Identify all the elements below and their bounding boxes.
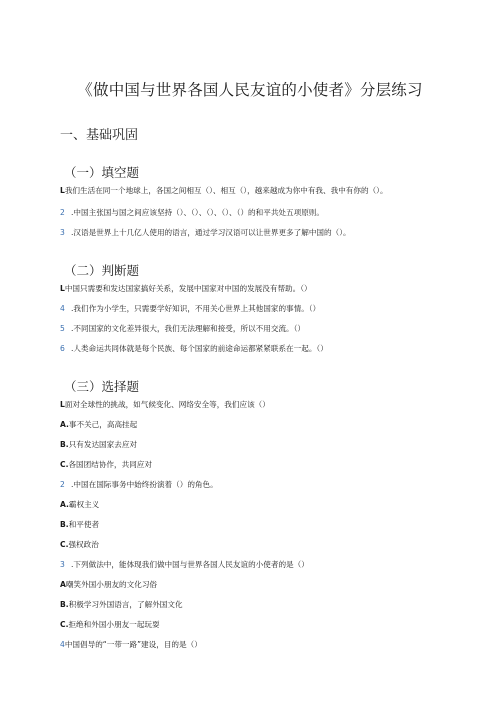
option-text: 强权政治 [68, 540, 99, 549]
question-text: .人类命运共同体就是每个民族、每个国家的前途命运都紧紧联系在一起。（） [71, 344, 328, 353]
question-number: 4 [60, 640, 65, 649]
question-text: .下列做法中，能体现我们做中国与世界各国人民友谊的小使者的是（） [71, 560, 309, 569]
option-line [60, 440, 137, 450]
question-text: 中国只需要和发达国家搞好关系，发展中国家对中国的发展没有帮助。（） [64, 284, 312, 293]
option-line [60, 540, 99, 550]
question-number: L [60, 186, 65, 195]
option-text: 积极学习外国语言，了解外国文化 [68, 600, 183, 609]
option-letter: C. [60, 540, 69, 549]
page-title: 《做中国与世界各国人民友谊的小使者》分层练习 [77, 81, 423, 99]
question-number: 2 [60, 208, 65, 217]
option-letter: B. [60, 440, 69, 449]
option-line [60, 620, 160, 630]
option-letter: A [60, 580, 66, 589]
heading-multiple-choice: （三）选择题 [64, 379, 140, 394]
option-text: 拒绝和外国小朋友一起玩耍 [68, 620, 160, 629]
question-line [60, 640, 202, 650]
question-line [60, 186, 388, 196]
question-line [60, 304, 320, 314]
question-number: L [60, 400, 65, 409]
option-line [60, 520, 99, 530]
option-line [60, 460, 152, 470]
question-text: .中国在国际事务中始终扮演着（）的角色。 [71, 480, 218, 489]
question-number: 3 [60, 228, 65, 237]
option-line [60, 500, 99, 510]
option-text: 事不关己，高高挂起 [68, 420, 138, 429]
question-number: 4 [60, 304, 65, 313]
question-text: .汉语是世界上十几亿人使用的语言，通过学习汉语可以让世界更多了解中国的（）。 [71, 228, 351, 237]
question-line [60, 400, 270, 410]
question-line [60, 228, 351, 238]
question-text: 中国倡导的“一带一路”建设，目的是（） [64, 640, 202, 649]
question-line [60, 560, 309, 570]
question-text: 面对全球性的挑战，如气候变化、网络安全等，我们应该（） [64, 400, 270, 409]
option-text: 只有发达国家去应对 [68, 440, 138, 449]
option-letter: C. [60, 620, 69, 629]
option-text: 和平使者 [68, 520, 100, 529]
question-number: 6 [60, 344, 65, 353]
question-line [60, 208, 324, 218]
option-text: 嘲笑外国小朋友的文化习俗 [65, 580, 158, 589]
option-letter: A. [60, 420, 69, 429]
section-heading-basic: 一、基础巩固 [60, 128, 139, 143]
question-line [60, 344, 328, 354]
question-number: 3 [60, 560, 65, 569]
question-line [60, 284, 312, 294]
option-letter: C. [60, 460, 69, 469]
option-text: 各国团结协作，共同应对 [68, 460, 152, 469]
question-text: 我们生活在同一个地球上，各国之间相互（）、相互（），越来越成为你中有我、我中有你的（）。 [64, 186, 388, 195]
option-line [60, 420, 137, 430]
option-letter: B. [60, 520, 69, 529]
heading-fill-in-blank: （一）填空题 [64, 165, 140, 180]
option-letter: B. [60, 600, 69, 609]
question-line [60, 324, 305, 334]
question-number: L [60, 284, 65, 293]
option-line [60, 600, 183, 610]
option-line [60, 580, 157, 590]
question-text: .我们作为小学生，只需要学好知识，不用关心世界上其他国家的事情。（） [71, 304, 321, 313]
question-number: 5 [60, 324, 65, 333]
heading-true-false: （二）判断题 [64, 263, 140, 278]
option-letter: A. [60, 500, 69, 509]
question-text: .中国主张国与国之间应该坚持（）、（）、（）、（）、（）的和平共处五项原则。 [71, 208, 324, 217]
question-text: .不同国家的文化差异很大，我们无法理解和接受，所以不用交流。（） [71, 324, 306, 333]
option-text: 霸权主义 [68, 500, 100, 509]
question-number: 2 [60, 480, 65, 489]
question-line [60, 480, 218, 490]
